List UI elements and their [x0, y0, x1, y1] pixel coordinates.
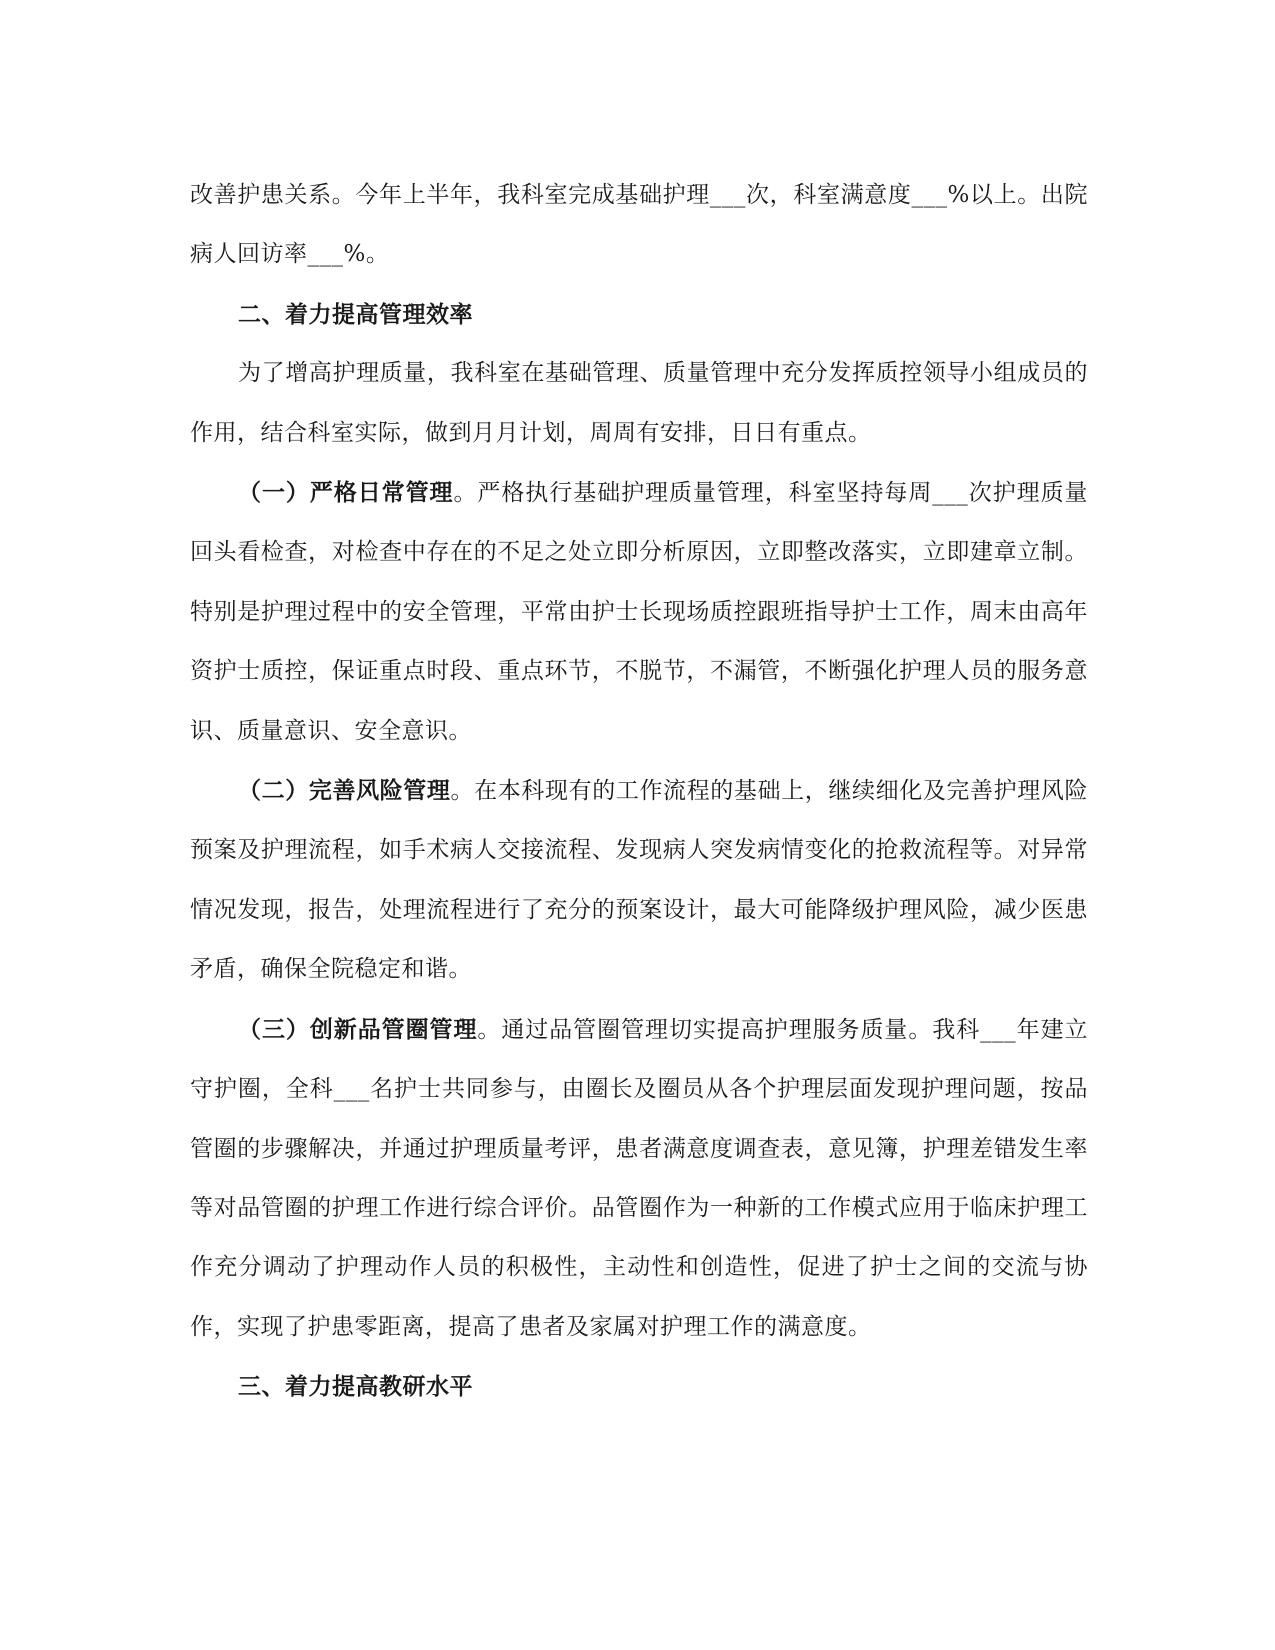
- paragraph-risk-management: [190, 761, 1088, 1000]
- subsection-lead-daily-management: （一）严格日常管理: [238, 479, 454, 507]
- subsection-text-qcc-management: 。通过品管圈管理切实提高护理服务质量。我科___年建立守护圈，全科___名护士共同参与，由圈长及圈员从各个护理层面发现护理问题，按品管圈的步骤解决，并通过护理质量考评，患者满意度调查表，意见簿，护理差错发生率等对品管圈的护理工作进行综合评价。品管圈作为一种新的工作模式应用于临床护理工作充分调动了护理动作人员的积极性，主动性和创造性，促进了护士之间的交流与协作，实现了护患零距离，提高了患者及家属对护理工作的满意度。: [190, 1016, 1089, 1340]
- subsection-lead-risk-management: （二）完善风险管理: [238, 777, 451, 805]
- paragraph-qcc-management: [190, 1000, 1088, 1357]
- paragraph-daily-management: [190, 463, 1088, 761]
- subsection-text-risk-management: 。在本科现有的工作流程的基础上，继续细化及完善护理风险预案及护理流程，如手术病人交接流程、发现病人突发病情变化的抢救流程等。对异常情况发现，报告，处理流程进行了充分的预案设计，最大可能降级护理风险，减少医患矛盾，确保全院稳定和谐。: [190, 778, 1089, 983]
- document-body: [190, 166, 1088, 1417]
- subsection-lead-qcc-management: （三）创新品管圈管理: [238, 1015, 478, 1043]
- paragraph-management-intro: 为了增高护理质量，我科室在基础管理、质量管理中充分发挥质控领导小组成员的作用，结合科室实际，做到月月计划，周周有安排，日日有重点。: [190, 360, 1088, 446]
- section-heading-management-efficiency: 二、着力提高管理效率: [238, 300, 473, 328]
- subsection-text-daily-management: 。严格执行基础护理质量管理，科室坚持每周___次护理质量回头看检查，对检查中存在的不足之处立即分析原因，立即整改落实，立即建章立制。特别是护理过程中的安全管理，平常由护士长现场质控跟班指导护士工作，周末由高年资护士质控，保证重点时段、重点环节，不脱节，不漏管，不断强化护理人员的服务意识、质量意识、安全意识。: [190, 480, 1089, 744]
- section-heading-teaching-research: 三、着力提高教研水平: [238, 1373, 473, 1401]
- paragraph-patient-relations: 改善护患关系。今年上半年，我科室完成基础护理___次，科室满意度___%以上。出院病人回访率___%。: [190, 182, 1088, 268]
